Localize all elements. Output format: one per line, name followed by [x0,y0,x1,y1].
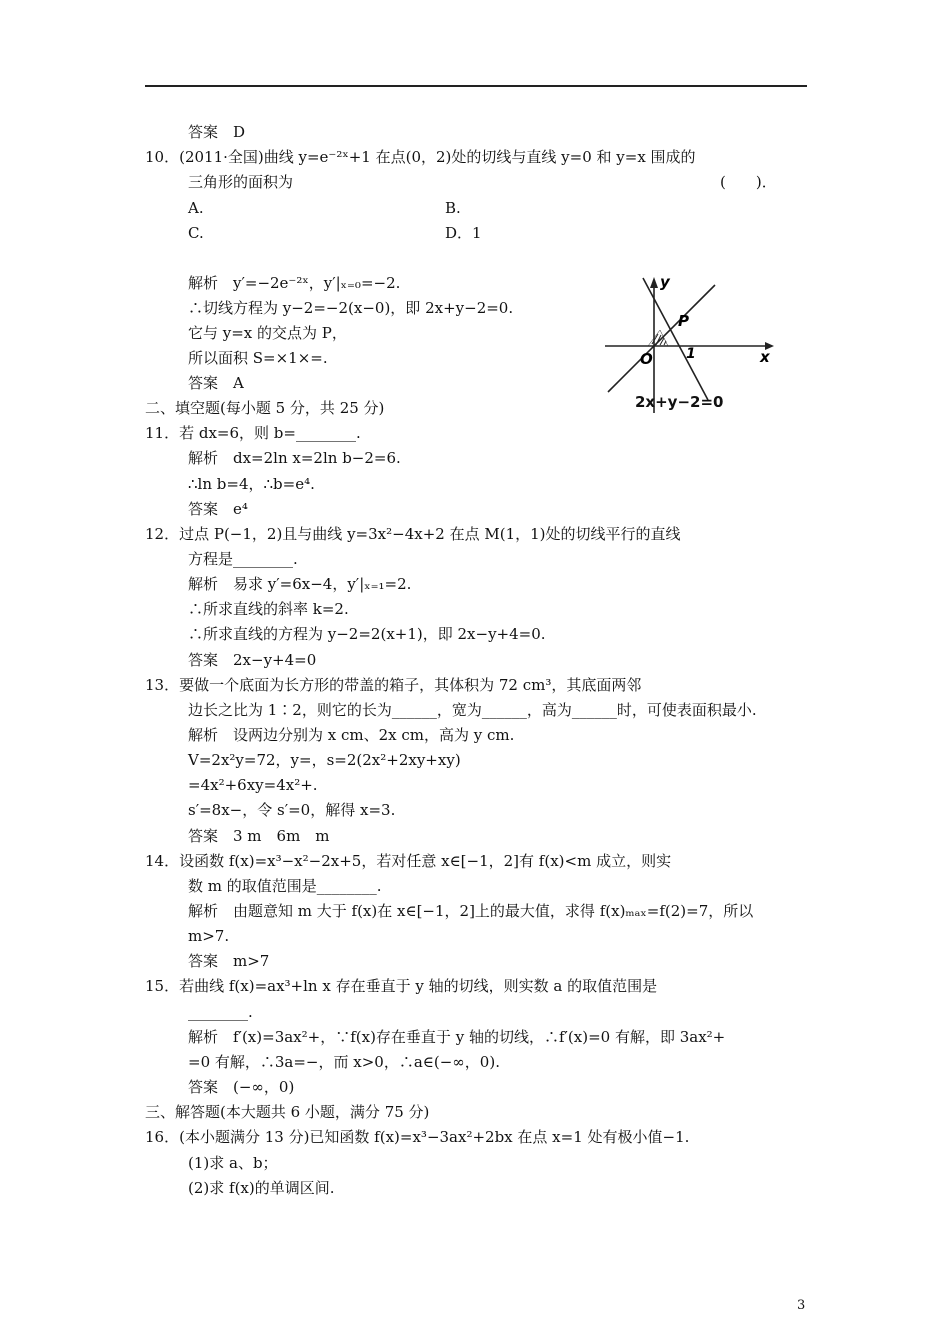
origin-label: O [640,350,653,368]
option-c: C. [188,224,204,242]
solution-13-4: s′=8x−，令 s′=0，解得 x=3. [188,801,396,819]
tangent-line [643,278,708,400]
question-13-cont: 边长之比为 1∶2，则它的长为______，宽为______，高为______时，可使表面积最小. [188,701,757,719]
question-15: 15．若曲线 f(x)=ax³+ln x 存在垂直于 y 轴的切线，则实数 a 的取值范围是 [145,977,658,995]
solution-12-3: ∴所求直线的方程为 y−2=2(x+1)，即 2x−y+4=0. [188,625,546,643]
answer-11: 答案 e⁴ [188,500,248,518]
answer-9: 答案 D [188,123,246,141]
question-14-cont: 数 m 的取值范围是________. [188,877,382,895]
solution-12-1: 解析 易求 y′=6x−4，y′|ₓ₌₁=2. [188,575,412,593]
section-fill-in: 二、填空题(每小题 5 分，共 25 分) [145,399,385,417]
y-axis-label: y [660,273,670,291]
header-rule [145,85,807,87]
question-13: 13．要做一个底面为长方形的带盖的箱子，其体积为 72 cm³，其底面两邻 [145,676,642,694]
solution-10-3: 它与 y=x 的交点为 P， [188,324,347,342]
tick-one-label: 1 [686,346,696,362]
solution-14-1: 解析 由题意知 m 大于 f(x)在 x∈[−1，2]上的最大值，求得 f(x)ₘₐₓ=f(2)=7，所以 [188,902,754,920]
question-14: 14．设函数 f(x)=x³−x²−2x+5，若对任意 x∈[−1，2]有 f(x)<m 成立，则实 [145,852,672,870]
option-b: B. [445,199,461,217]
solution-13-2: V=2x²y=72，y=，s=2(2x²+2xy+xy) [188,751,461,769]
question-16: 16．(本小题满分 13 分)已知函数 f(x)=x³−3ax²+2bx 在点 x=1 处有极小值−1. [145,1128,690,1146]
solution-10-4: 所以面积 S=×1×=. [188,349,328,367]
question-11: 11．若 dx=6，则 b=________. [145,424,361,442]
solution-13-1: 解析 设两边分别为 x cm、2x cm，高为 y cm. [188,726,515,744]
point-p-label: P [678,312,689,330]
question-10-cont: 三角形的面积为 [188,173,294,191]
section-solve: 三、解答题(本大题共 6 小题，满分 75 分) [145,1103,430,1121]
solution-14-2: m>7. [188,927,230,945]
question-12: 12．过点 P(−1，2)且与曲线 y=3x²−4x+2 在点 M(1，1)处的切线平行的直线 [145,525,681,543]
solution-10-2: ∴切线方程为 y−2=−2(x−0)，即 2x+y−2=0. [188,299,514,317]
solution-15-2: =0 有解，∴3a=−，而 x>0，∴a∈(−∞，0). [188,1053,500,1071]
x-axis-label: x [760,348,770,366]
solution-12-2: ∴所求直线的斜率 k=2. [188,600,349,618]
solution-11-2: ∴ln b=4，∴b=e⁴. [188,475,315,493]
answer-12: 答案 2x−y+4=0 [188,651,317,669]
question-16-part-1: (1)求 a、b； [188,1154,278,1172]
tangent-equation-label: 2x+y−2=0 [635,393,724,411]
question-16-part-2: (2)求 f(x)的单调区间. [188,1179,335,1197]
solution-11-1: 解析 dx=2ln x=2ln b−2=6. [188,449,401,467]
option-a: A. [188,199,204,217]
answer-15: 答案 (−∞，0) [188,1078,295,1096]
answer-blank: ( )． [720,173,777,191]
question-15-cont: ________. [188,1003,253,1021]
page-number: 3 [797,1298,806,1313]
solution-13-3: =4x²+6xy=4x²+. [188,776,318,794]
answer-14: 答案 m>7 [188,952,270,970]
question-12-cont: 方程是________. [188,550,298,568]
solution-15-1: 解析 f′(x)=3ax²+，∵f(x)存在垂直于 y 轴的切线，∴f′(x)=0 有解，即 3ax²+ [188,1028,726,1046]
line-y-equals-x [608,285,715,392]
solution-10-1: 解析 y′=−2e⁻²ˣ，y′|ₓ₌₀=−2. [188,274,401,292]
answer-13: 答案 3 m 6m m [188,827,330,845]
answer-10: 答案 A [188,374,244,392]
option-d: D．1 [445,224,482,242]
question-10: 10．(2011·全国)曲线 y=e⁻²ˣ+1 在点(0，2)处的切线与直线 y=0 和 y=x 围成的 [145,148,696,166]
